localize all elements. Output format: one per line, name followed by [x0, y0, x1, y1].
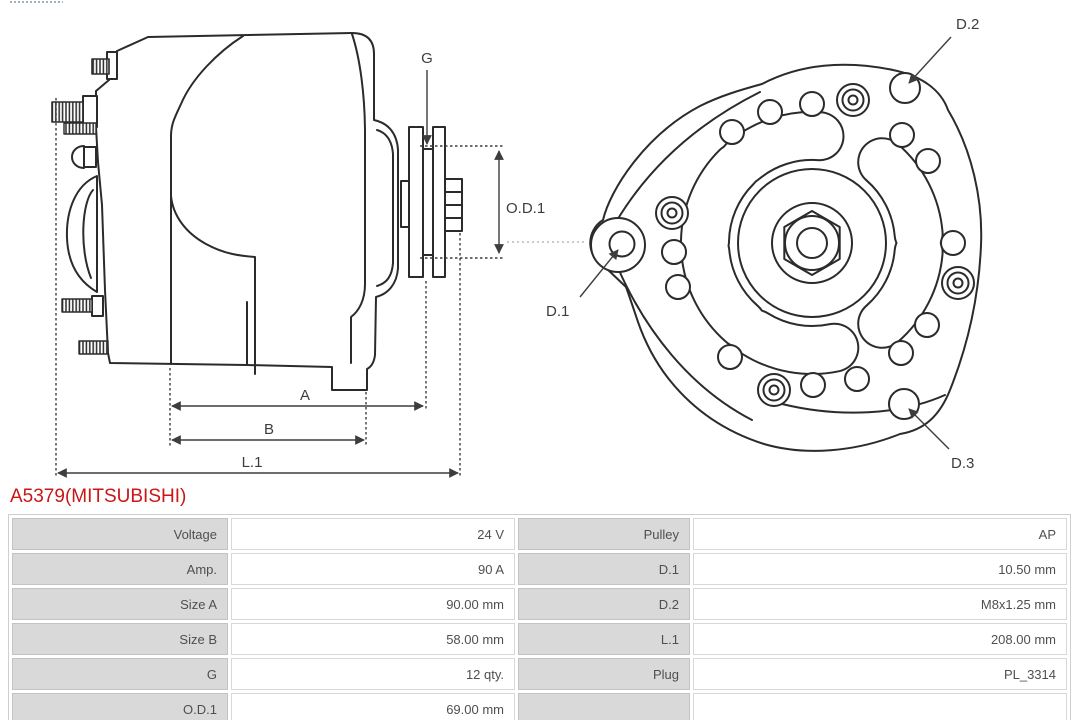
spec-value: 90.00 mm: [231, 588, 515, 620]
table-row: [12, 693, 1067, 720]
spec-label: D.1: [518, 553, 690, 585]
spec-label: [518, 693, 690, 720]
table-row: [12, 553, 1067, 585]
label-l1: L.1: [241, 454, 263, 471]
spec-label: Size B: [12, 623, 228, 655]
spec-label: Plug: [518, 658, 690, 690]
spec-value: 24 V: [231, 518, 515, 550]
lower-stud-icon: [62, 299, 92, 312]
spec-label: D.2: [518, 588, 690, 620]
pulley-flange-outer: [433, 127, 445, 277]
spec-label: Size A: [12, 588, 228, 620]
spec-label: L.1: [518, 623, 690, 655]
front-view: [590, 65, 981, 451]
table-row: [12, 658, 1067, 690]
nipple-neck: [84, 147, 96, 167]
label-a: A: [299, 387, 311, 404]
bottom-stud-icon: [79, 341, 108, 354]
table-row: [12, 588, 1067, 620]
spec-value: AP: [693, 518, 1067, 550]
label-od1: O.D.1: [506, 200, 546, 217]
spec-label: Voltage: [12, 518, 228, 550]
lower-stud-block: [92, 296, 103, 316]
label-d2: D.2: [956, 16, 980, 33]
label-b: B: [263, 421, 275, 438]
label-d1: D.1: [546, 303, 570, 320]
spec-value: 58.00 mm: [231, 623, 515, 655]
rear-cover-dome: [67, 176, 97, 292]
part-number-title: A5379(MITSUBISHI): [10, 486, 187, 507]
spec-label: G: [12, 658, 228, 690]
spec-value: 69.00 mm: [231, 693, 515, 720]
spec-table: [8, 514, 1071, 720]
spec-value: 12 qty.: [231, 658, 515, 690]
nipple-dome: [72, 146, 84, 168]
top-stud-icon: [92, 59, 109, 74]
table-row: [12, 623, 1067, 655]
spec-label: O.D.1: [12, 693, 228, 720]
terminal-rod-icon: [64, 123, 96, 134]
spec-value: 10.50 mm: [693, 553, 1067, 585]
spec-value: PL_3314: [693, 658, 1067, 690]
hole-d1: [610, 232, 635, 257]
side-view: [52, 33, 462, 390]
spec-value: M8x1.25 mm: [693, 588, 1067, 620]
spec-value: [693, 693, 1067, 720]
spec-label: Amp.: [12, 553, 228, 585]
shaft-spacer: [401, 181, 409, 227]
spec-value: 90 A: [231, 553, 515, 585]
hole-d2: [890, 73, 920, 103]
leader-d2: [909, 37, 951, 83]
spec-label: Pulley: [518, 518, 690, 550]
label-g: G: [421, 50, 433, 67]
table-row: [12, 518, 1067, 550]
spec-value: 208.00 mm: [693, 623, 1067, 655]
label-d3: D.3: [951, 455, 975, 472]
pulley-flange-inner: [409, 127, 423, 277]
